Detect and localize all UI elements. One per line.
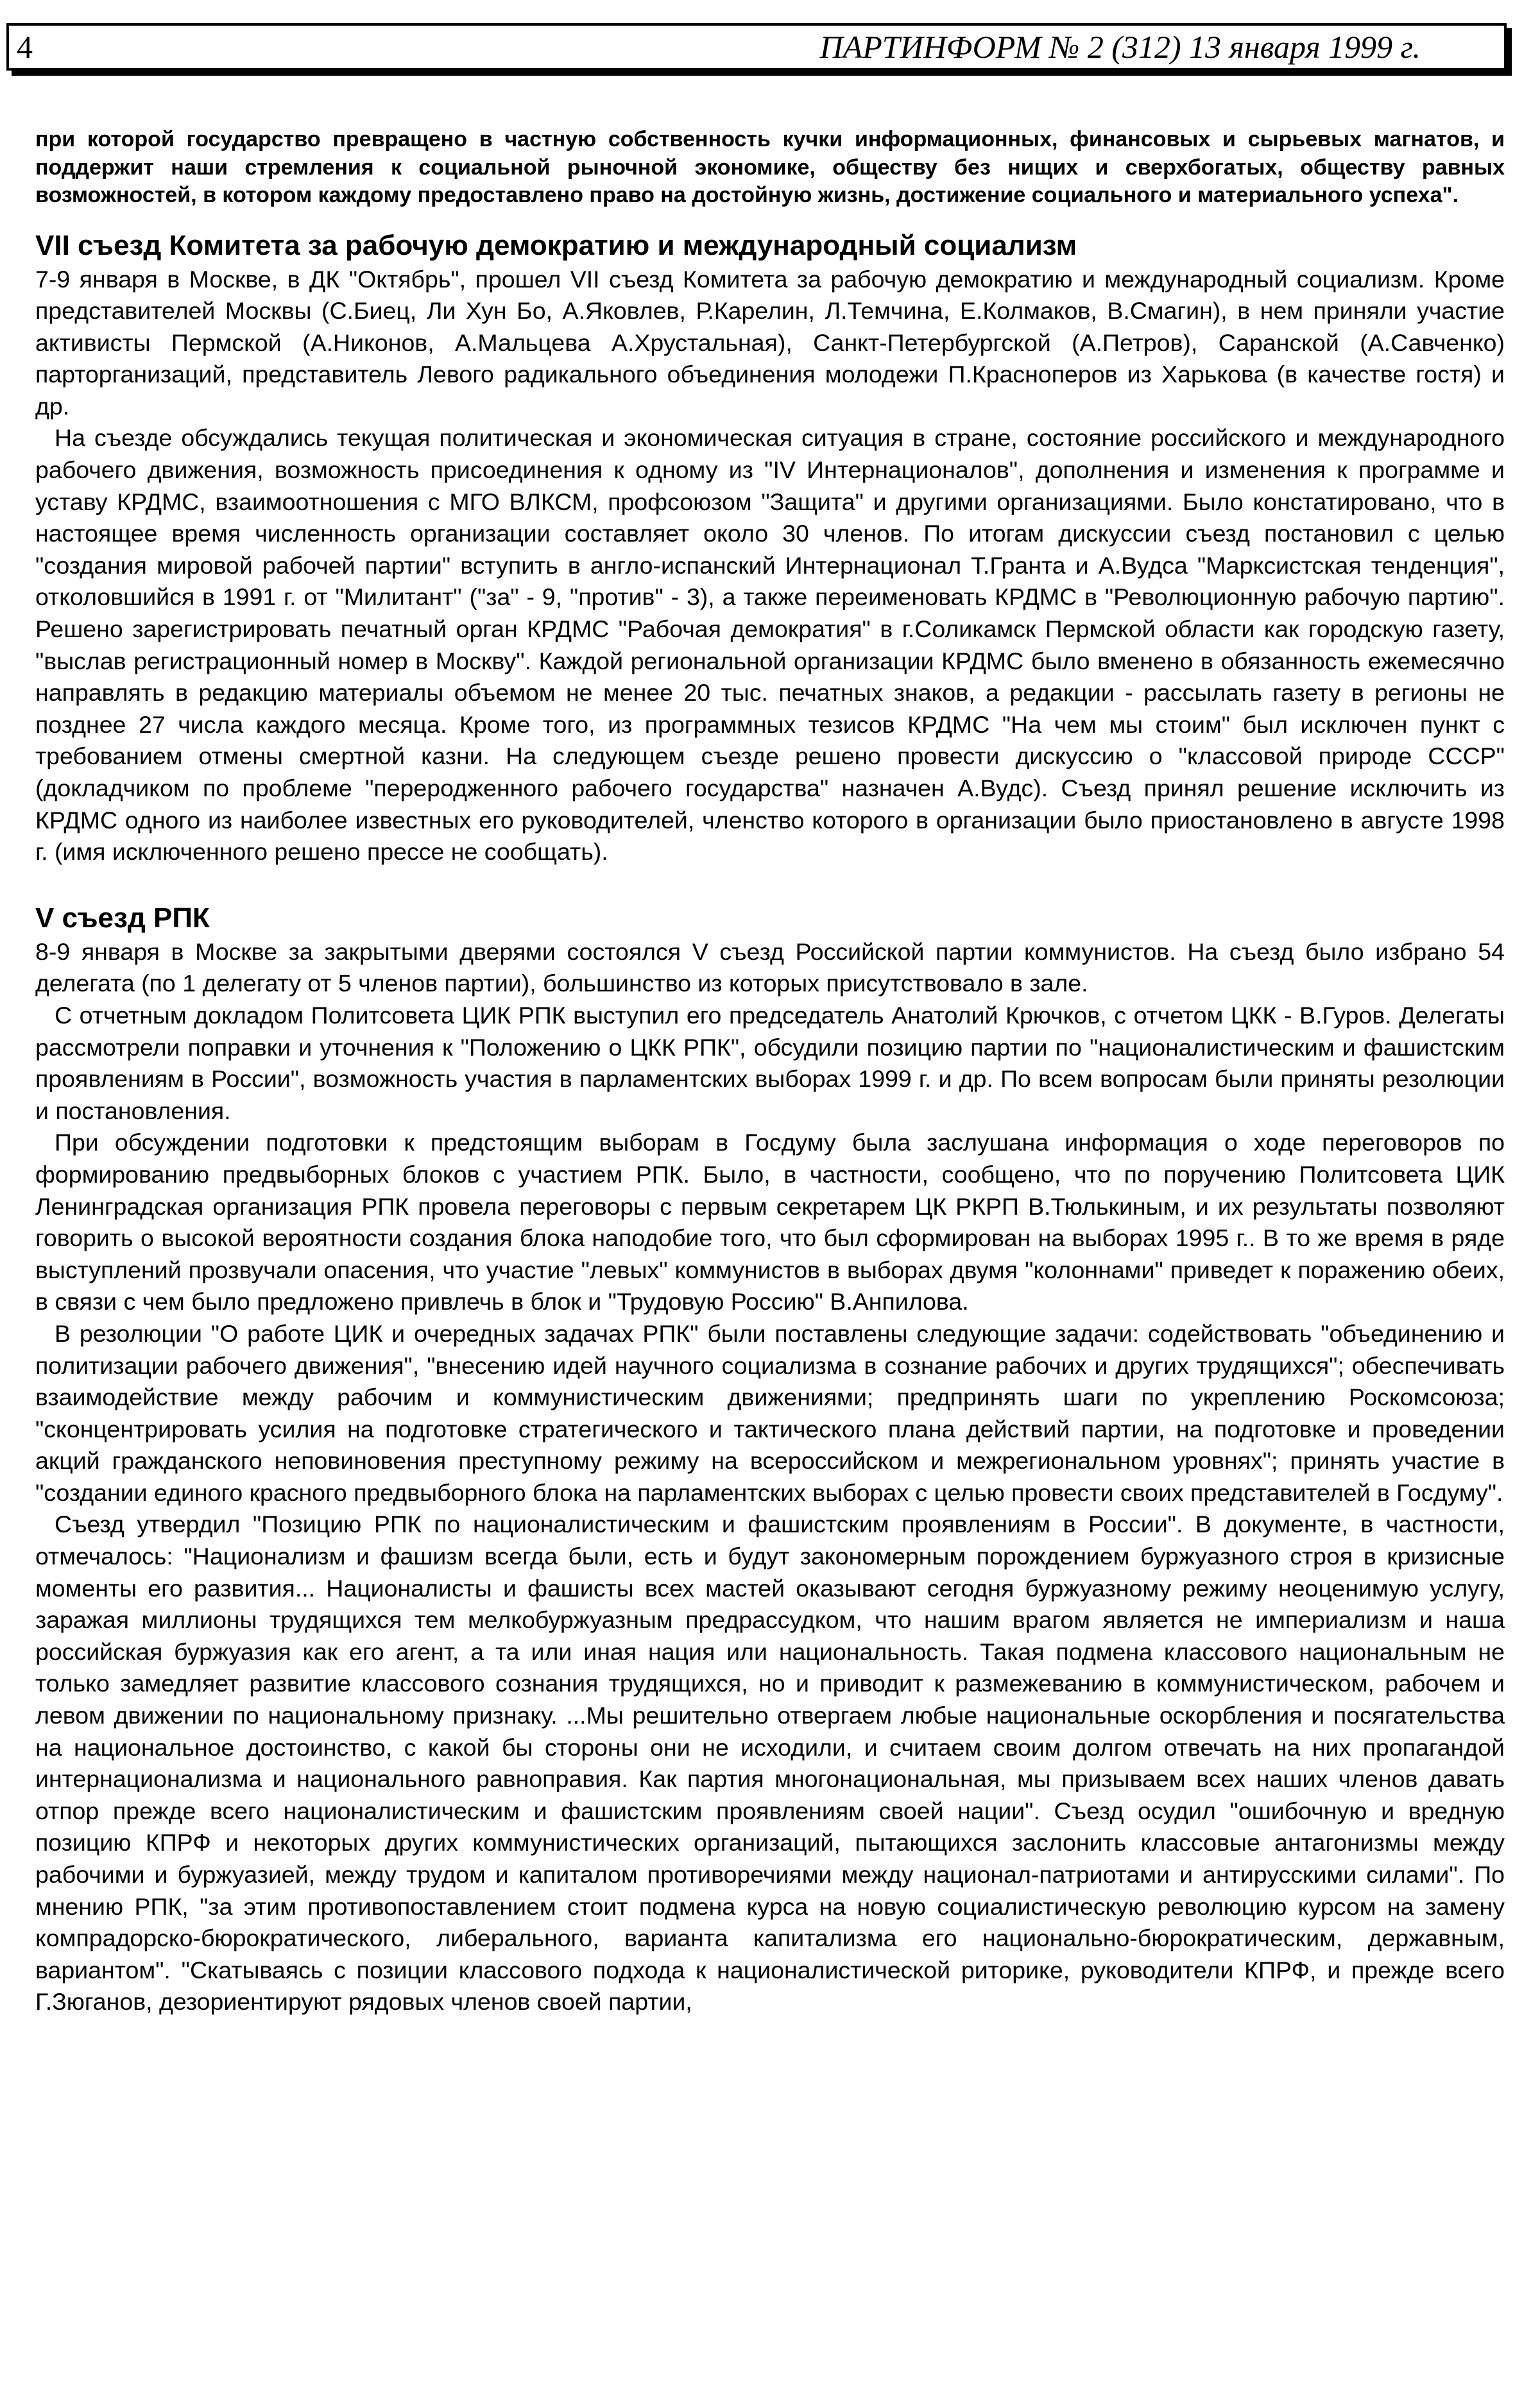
section-heading: V съезд РПК [35,902,210,934]
paragraph: 8-9 января в Москве за закрытыми дверями состоялся V съезд Российской партии коммунистов. На съезд было избрано 54 делегата (по 1 делегату от 5 членов партии), большинство из которых присутствовало в зале. [35,938,1505,997]
paragraph: При обсуждении подготовки к предстоящим выборам в Госдуму была заслушана информация о ходе переговоров по формированию предвыборных блоков с участием РПК. Было, в частности, сообщено, что по поручению Политсовета ЦИК Ленинградская организация РПК провела переговоры с первым секретарем ЦК РКРП В.Тюлькиным, и их результаты позволяют говорить о высокой вероятности создания блока наподобие того, что был сформирован на выборах 1995 г.. В то же время в ряде выступлений прозвучали опасения, что участие "левых" коммунистов в выборах двумя "колоннами" приведет к поражению обеих, в связи с чем было предложено привлечь в блок и "Трудовую Россию" В.Анпилова. [35,1129,1505,1315]
paragraph: Съезд утвердил "Позицию РПК по националистическим и фашистским проявлениям в России". В документе, в частности, отмечалось: "Национализм и фашизм всегда были, есть и будут закономерным порождением буржуазного строя в кризисные моменты его развития... Националисты и фашисты всех мастей оказывают сегодня буржуазному режиму неоценимую услугу, заражая миллионы трудящихся тем мелкобуржуазным предрассудком, что нашим врагом является не империализм и наша российская буржуазия как его агент, а та или иная нация или национальность. Такая подмена классового национальным не только замедляет развитие классового сознания трудящихся, но и приводит к размежеванию в коммунистическом, рабочем и левом движении по национальному признаку. ...Мы решительно отвергаем любые национальные оскорбления и посягательства на национальное достоинство, с какой бы стороны они не исходили, и считаем своим долгом отвечать на них пропагандой интернационализма и национального равноправия. Как партия многонациональная, мы призываем всех наших членов давать отпор прежде всего националистическим и фашистским проявлениям своей нации". Съезд осудил "ошибочную и вредную позицию КПРФ и некоторых других коммунистических организаций, пытающихся заслонить классовые антагонизмы между рабочими и буржуазией, между трудом и капиталом противоречиями между национал-патриотами и антирусскими силами". По мнению РПК, "за этим противопоставлением стоит подмена курса на новую социалистическую революцию курсом на замену компрадорско-бюрократического, либерального, варианта капитализма его национально-бюрократическим, державным, вариантом". "Скатываясь с позиции классового подхода к националистической риторике, руководители КПРФ, и прежде всего Г.Зюганов, дезориентируют рядовых членов своей партии, [35,1511,1505,2016]
article-body [35,126,1505,2018]
paragraph: С отчетным докладом Политсовета ЦИК РПК выступил его председатель Анатолий Крючков, с отчетом ЦКК - В.Гуров. Делегаты рассмотрели поправки и уточнения к "Положению о ЦКК РПК", обсудили позицию партии по "националистическим и фашистским проявлениям в России", возможность участия в парламентских выборах 1999 г. и др. По всем вопросам были приняты резолюции и постановления. [35,1001,1505,1124]
publication-title: ПАРТИНФОРМ № 2 (312) 13 января 1999 г. [819,29,1421,65]
page-header [6,23,1507,71]
intro-paragraph: при которой государство превращено в частную собственность кучки информационных, финансовых и сырьевых магнатов, и поддержит наши стремления к социальной рыночной экономике, обществу без нищих и сверхбогатых, обществу равных возможностей, в котором каждому предоставлено право на достойную жизнь, достижение социального и материального успеха". [35,127,1505,207]
paragraph: В резолюции "О работе ЦИК и очередных задачах РПК" были поставлены следующие задачи: содействовать "объединению и политизации рабочего движения", "внесению идей научного социализма в сознание рабочих и других трудящихся"; обеспечивать взаимодействие между рабочим и коммунистическим движениями; предпринять шаги по укреплению Роскомсоюза; "сконцентрировать усилия на подготовке стратегического и тактического плана действий партии, на подготовке и проведении акций гражданского неповиновения преступному режиму на всероссийском и межрегиональном уровнях"; принять участие в "создании единого красного предвыборного блока на парламентских выборах с целью провести своих представителей в Госдуму". [35,1319,1505,1506]
page-number: 4 [17,29,33,65]
paragraph: 7-9 января в Москве, в ДК "Октябрь", прошел VII съезд Комитета за рабочую демократию и международный социализм. Кроме представителей Москвы (С.Биец, Ли Хун Бо, А.Яковлев, Р.Карелин, Л.Темчина, Е.Колмаков, В.Смагин), в нем приняли участие активисты Пермской (А.Никонов, А.Мальцева А.Хрустальная), Санкт-Петербургской (А.Петров), Саранской (А.Савченко) парторганизаций, представитель Левого радикального объединения молодежи П.Красноперов из Харькова (в качестве гостя) и др. [35,265,1505,420]
paragraph: На съезде обсуждались текущая политическая и экономическая ситуация в стране, состояние российского и международного рабочего движения, возможность присоединения к одному из "IV Интернационалов", дополнения и изменения к программе и уставу КРДМС, взаимоотношения с МГО ВЛКСМ, профсоюзом "Защита" и другими организациями. Было констатировано, что в настоящее время численность организации составляет около 30 членов. По итогам дискуссии съезд постановил с целью "создания мировой рабочей партии" вступить в англо-испанский Интернационал Т.Гранта и А.Вудса "Марксистская тенденция", отколовшийся в 1991 г. от "Милитант" ("за" - 9, "против" - 3), а также переименовать КРДМС в "Революционную рабочую партию". Решено зарегистрировать печатный орган КРДМС "Рабочая демократия" в г.Соликамск Пермской области как городскую газету, "выслав регистрационный номер в Москву". Каждой региональной организации КРДМС было вменено в обязанность ежемесячно направлять в редакцию материалы объемом не менее 20 тыс. печатных знаков, а редакции - рассылать газету в регионы не позднее 27 числа каждого месяца. Кроме того, из программных тезисов КРДМС "На чем мы стоим" был исключен пункт с требованием отмены смертной казни. На следующем съезде решено провести дискуссию о "классовой природе СССР" (докладчиком по проблеме "переродженного рабочего государства" назначен А.Вудс). Съезд принял решение исключить из КРДМС одного из наиболее известных его руководителей, членство которого в организации было приостановлено в августе 1998 г. (имя исключенного решено прессе не сообщать). [35,424,1505,866]
section-heading: VII съезд Комитета за рабочую демократию и международный социализм [35,229,1077,261]
